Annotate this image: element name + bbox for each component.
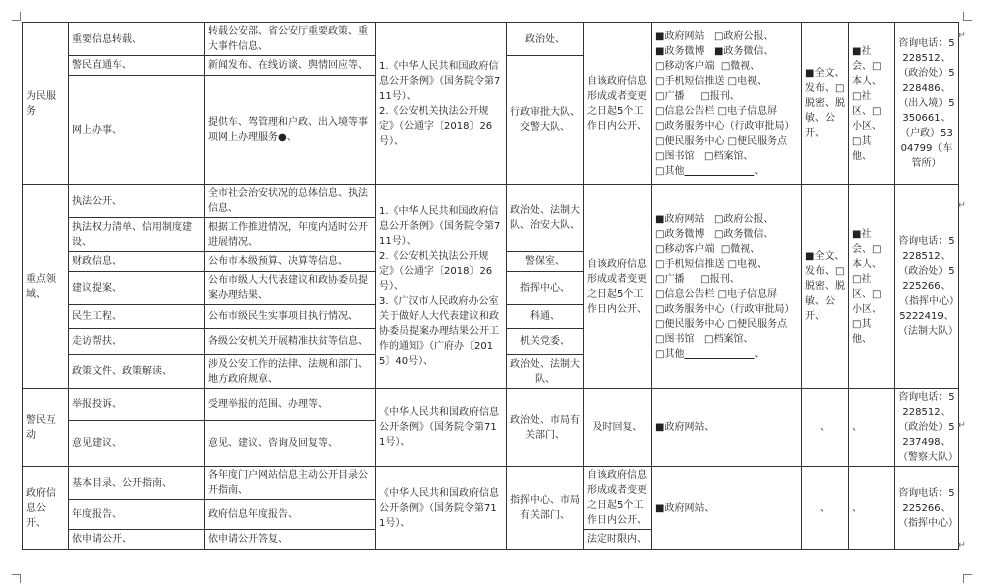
content-cell: 转载公安部、省公安厅重要政策、重大事件信息、 <box>205 23 376 56</box>
item-cell: 基本目录、公开指南、 <box>69 467 205 500</box>
channel-option: □其他 <box>655 165 685 177</box>
channel-option: □广播 <box>655 90 685 102</box>
paragraph-mark: ↵ <box>957 200 966 211</box>
item-cell: 意见建议、 <box>69 420 205 466</box>
item-cell: 依申请公开、 <box>69 530 205 550</box>
content-cell: 依申请公开答复、 <box>205 530 376 550</box>
section-name: 为民服务 <box>23 23 69 185</box>
page-corner-mark <box>963 12 972 21</box>
channel-option: ■政务微博 <box>655 45 705 57</box>
scope-cell: 、 <box>802 389 849 467</box>
channel-option: 、 <box>754 165 765 177</box>
audience-cell: 、 <box>849 389 895 467</box>
scope-cell: ■全文、发布、□脱密、脱敏、公开、 <box>802 185 849 389</box>
dept-cell: 政治处、市局有关部门、 <box>507 389 584 467</box>
channel-option: □广播 <box>655 273 685 285</box>
channel-option: □其他 <box>655 348 685 360</box>
item-cell: 网上办事、 <box>69 76 205 185</box>
channel-option: □档案馆、 <box>704 150 754 162</box>
page-corner-mark <box>12 574 21 583</box>
paragraph-mark: ↵ <box>957 540 966 551</box>
time-cell: 法定时限内、 <box>584 530 652 550</box>
channel-option: □政务微信、 <box>714 228 774 240</box>
channel-option: □图书馆 <box>655 150 695 162</box>
channel-option: □报刊、 <box>700 273 740 285</box>
item-cell: 年度报告、 <box>69 500 205 530</box>
channel-option: □政务微博 <box>655 228 705 240</box>
time-cell: 及时回复、 <box>584 389 652 467</box>
channel-option: □手机短信推送 <box>655 258 725 270</box>
item-cell: 执法权力清单、信用制度建设、 <box>69 218 205 252</box>
channel-option: ■政府网站 <box>655 30 705 42</box>
channel-option: □报刊、 <box>700 90 740 102</box>
content-cell: 提供车、驾管理和户政、出入境等事项网上办理服务●、 <box>205 76 376 185</box>
channel-option: □便民服务中心 <box>655 318 725 330</box>
channels-cell <box>652 23 802 185</box>
content-cell: 全市社会治安状况的总体信息、执法信息、 <box>205 185 376 218</box>
channel-option: □手机短信推送 <box>655 75 725 87</box>
dept-cell: 指挥中心、市局有关部门、 <box>507 467 584 550</box>
audience-cell: ■社会、□本人、□社区、□小区、□其他、 <box>849 23 895 185</box>
item-cell: 举报投诉、 <box>69 389 205 421</box>
dept-cell: 机关党委、 <box>507 329 584 355</box>
item-cell: 建议提案、 <box>69 272 205 305</box>
content-cell: 各级公安机关开展精准扶贫等信息、 <box>205 329 376 355</box>
channel-option: □政务服务中心（行政审批局） <box>655 120 795 132</box>
channels-cell <box>652 185 802 389</box>
contact-cell: 咨询电话：5228512、（政治处）5225266、（指挥中心）5222419、（法制大队） <box>895 185 959 389</box>
item-cell: 警民直通车、 <box>69 56 205 76</box>
item-cell: 走访帮扶、 <box>69 329 205 355</box>
channel-option: □电视、 <box>727 258 768 270</box>
item-cell: 民生工程、 <box>69 305 205 329</box>
channel-option: □便民服务点 <box>727 318 788 330</box>
channel-option: ■政务微信、 <box>714 45 774 57</box>
paragraph-mark: ↵ <box>957 30 966 41</box>
channel-option: □电子信息屏 <box>717 105 778 117</box>
channel-option: □微视、 <box>720 243 761 255</box>
scope-cell: ■全文、发布、□脱密、脱敏、公开、 <box>802 23 849 185</box>
channel-option: □政府公报、 <box>714 213 774 225</box>
time-cell: 自该政府信息形成或者变更之日起5个工作日内公开、 <box>584 23 652 185</box>
dept-cell: 政治处、法制大队、治安大队、 <box>507 185 584 252</box>
dept-cell: 政治处、 <box>507 23 584 56</box>
item-cell: 执法公开、 <box>69 185 205 218</box>
contact-cell: 咨询电话：5228512、（政治处）5237498、（警察大队） <box>895 389 959 467</box>
channel-option: □移动客户端 <box>655 243 715 255</box>
audience-cell: ■社会、□本人、□社区、□小区、□其他、 <box>849 185 895 389</box>
contact-cell: 咨询电话：5225266、（指挥中心） <box>895 467 959 550</box>
content-cell: 涉及公安工作的法律、法规和部门、地方政府规章、 <box>205 355 376 389</box>
channel-option: □电子信息屏 <box>717 288 778 300</box>
page-corner-mark <box>963 574 972 583</box>
item-cell: 政策文件、政策解读、 <box>69 355 205 389</box>
content-cell: 受理举报的范围、办理等、 <box>205 389 376 421</box>
channel-option: □微视、 <box>720 60 761 72</box>
channel-option: □政府公报、 <box>714 30 774 42</box>
channel-option: □电视、 <box>727 75 768 87</box>
dept-cell: 指挥中心、 <box>507 272 584 305</box>
content-cell: 公布市本级预算、决算等信息、 <box>205 252 376 272</box>
dept-cell: 行政审批大队、交警大队、 <box>507 56 584 185</box>
basis-cell: 《中华人民共和国政府信息公开条例》（国务院令第711号）、 <box>376 389 507 467</box>
channel-option: □便民服务中心 <box>655 135 725 147</box>
channel-option: □信息公告栏 <box>655 288 715 300</box>
time-cell: 自该政府信息形成或者变更之日起5个工作日内公开、 <box>584 467 652 530</box>
scope-cell: 、 <box>802 467 849 550</box>
contact-cell: 咨询电话：5228512、（政治处）5228486、（出入境）5350661、（户政）5304799（车管所） <box>895 23 959 185</box>
audience-cell: 、 <box>849 467 895 550</box>
channel-option: □移动客户端 <box>655 60 715 72</box>
basis-cell: 《中华人民共和国政府信息公开条例》（国务院令第711号）、 <box>376 467 507 550</box>
item-cell: 财政信息、 <box>69 252 205 272</box>
item-cell: 重要信息转载、 <box>69 23 205 56</box>
section-name: 警民互动 <box>23 389 69 467</box>
content-cell: 意见、建议、咨询及回复等、 <box>205 420 376 466</box>
channel-option: □便民服务点 <box>727 135 788 147</box>
channels-cell: ■政府网站、 <box>652 467 802 550</box>
basis-cell: 1.《中华人民共和国政府信息公开条例》（国务院令第711号）、 2.《公安机关执法公开规定》（公通字〔2018〕26号）、 3.《广汉市人民政府办公室关于做好人大代表建议和政协委员提案办理结果公开工作的通知》（广府办〔2015〕40号）、 <box>376 185 507 389</box>
content-cell: 新闻发布、在线访谈、舆情回应等、 <box>205 56 376 76</box>
channel-option: ■政府网站 <box>655 213 705 225</box>
content-cell: 根据工作推进情况，年度内适时公开进展情况、 <box>205 218 376 252</box>
content-cell: 政府信息年度报告、 <box>205 500 376 530</box>
channel-option: □信息公告栏 <box>655 105 715 117</box>
content-cell: 公布市级民生实事项目执行情况、 <box>205 305 376 329</box>
channels-cell: ■政府网站、 <box>652 389 802 467</box>
channel-option: □图书馆 <box>655 333 695 345</box>
dept-cell: 科通、 <box>507 305 584 329</box>
time-cell: 自该政府信息形成或者变更之日起5个工作日内公开、 <box>584 185 652 389</box>
channel-option: □档案馆、 <box>704 333 754 345</box>
dept-cell: 政治处、法制大队、 <box>507 355 584 389</box>
page-corner-mark <box>12 12 21 21</box>
channel-option: 、 <box>754 348 765 360</box>
section-name: 重点领域、 <box>23 185 69 389</box>
content-cell: 公布市级人大代表建议和政协委员提案办理结果、 <box>205 272 376 305</box>
section-name: 政府信息公开、 <box>23 467 69 550</box>
content-cell: 各年度门户网站信息主动公开目录公开指南、 <box>205 467 376 500</box>
channel-option: □政务服务中心（行政审批局） <box>655 303 795 315</box>
disclosure-table <box>22 22 959 550</box>
dept-cell: 警保室、 <box>507 252 584 272</box>
paragraph-mark: ↵ <box>957 420 966 431</box>
basis-cell: 1.《中华人民共和国政府信息公开条例》（国务院令第711号）、 2.《公安机关执法公开规定》（公通字〔2018〕26号）、 <box>376 23 507 185</box>
